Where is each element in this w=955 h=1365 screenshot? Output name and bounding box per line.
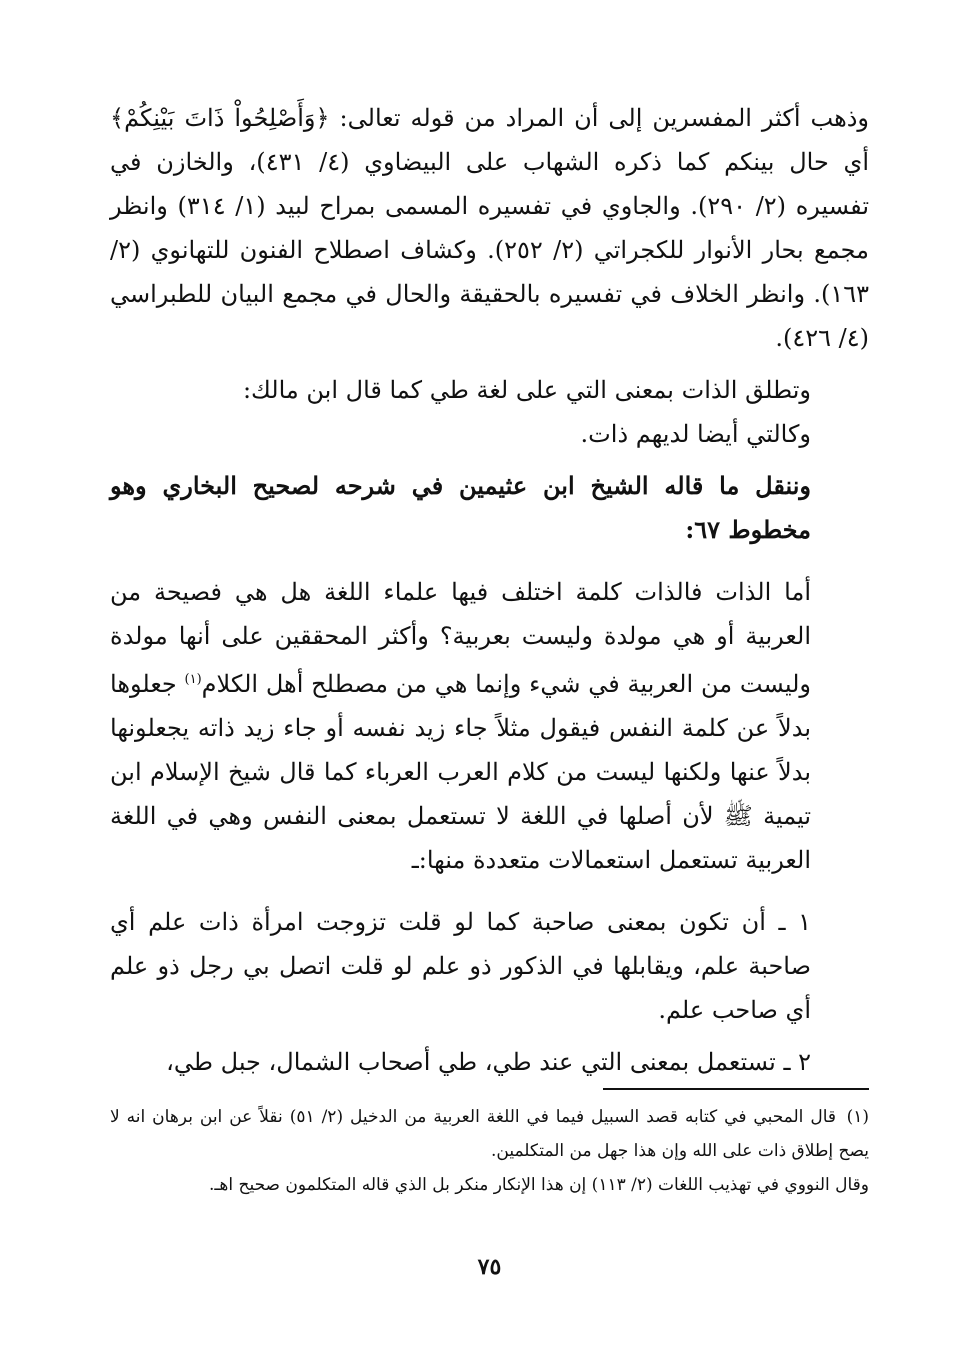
paragraph-tafsir-note: وذهب أكثر المفسرين إلى أن المراد من قوله تعالى: ﴿وَأَصْلِحُواْ ذَاتَ بَيْنِكُمْ﴾ أي حال بينكم كما ذكره الشهاب على البيضاوي (٤/ ٤٣١)، والخازن في تفسيره (٢/ ٢٩٠). والجاوي في تفسيره المسمى بمراح لبيد (١/ ٣١٤) وانظر مجمع بحار الأنوار للكجراتي (٢/ ٢٥٢). وكشاف اصطلاح الفنون للتهانوي (٢/ ١٦٣). وانظر الخلاف في تفسيره بالحقيقة والحال في مجمع البيان للطبراسي (٤/ ٤٢٦).: [110, 104, 870, 352]
footnote-1-text: قال المحبي في كتابه قصد السبيل فيما في اللغة العربية من الدخيل (٢/ ٥١) نقلاً عن ابن برهان انه لا يصح إطلاق ذات على الله وإن هذا جهل من المتكلمين.: [110, 1107, 869, 1161]
book-page: [110, 96, 869, 1365]
footnote-reference[interactable]: (١): [184, 672, 202, 687]
footnote-1-continued: وقال النووي في تهذيب اللغات (٢/ ١١٣) إن هذا الإنكار منكر بل الذي قاله المتكلمون صحيح اهـ.: [209, 1175, 869, 1195]
bold-heading-paragraph: [110, 464, 869, 552]
verse-line: وكالتي أيضا لديهم ذات.: [580, 420, 811, 448]
footnote-number: (١): [846, 1107, 869, 1127]
footnote-separator: [603, 1088, 869, 1090]
paragraph-ibn-malik-intro: وتطلق الذات بمعنى التي على لغة طي كما قال ابن مالك:: [242, 376, 811, 404]
paragraph-ibn-uthaymin-intro: وننقل ما قاله الشيخ ابن عثيمين في شرحه لصحيح البخاري وهو مخطوط ٦٧:: [110, 471, 811, 544]
numbered-item-2: ٢ ـ تستعمل بمعنى التي عند طي، طي أصحاب الشمال، جبل طي،: [166, 1048, 811, 1076]
paragraph-dhat-discussion: [110, 570, 869, 882]
main-text: [110, 96, 869, 1084]
footnote-1: [110, 1100, 869, 1168]
paragraph-dhat-discussion-part2: جعلوها بدلاً عن كلمة النفس فيقول مثلاً جاء زيد نفسه أو جاء زيد ذاته يجعلونها بدلاً عنها ولكنها ليست من كلام العرب العرباء كما قال شيخ الإسلام ابن تيمية ﷺ لأن أصلها في اللغة لا تستعمل بمعنى النفس وهي في اللغة العربية تستعمل استعمالات متعددة منها:ـ: [110, 670, 811, 874]
numbered-item-1: ١ ـ أن تكون بمعنى صاحبة كما لو قلت تزوجت امرأة ذات علم أي صاحبة علم، ويقابلها في الذكور ذو علم لو قلت اتصل بي رجل ذو علم أي صاحب علم.: [110, 908, 811, 1024]
paragraph-dhat-discussion-part1: أما الذات فالذات كلمة اختلف فيها علماء اللغة هل هي فصيحة من العربية أو هي مولدة وليست بعربية؟ وأكثر المحققين على أنها مولدة وليست من العربية في شيء وإنما هي من مصطلح أهل الكلام: [110, 578, 811, 698]
footnotes-section: [110, 1100, 869, 1202]
page-number: ٧٥: [477, 1254, 502, 1280]
